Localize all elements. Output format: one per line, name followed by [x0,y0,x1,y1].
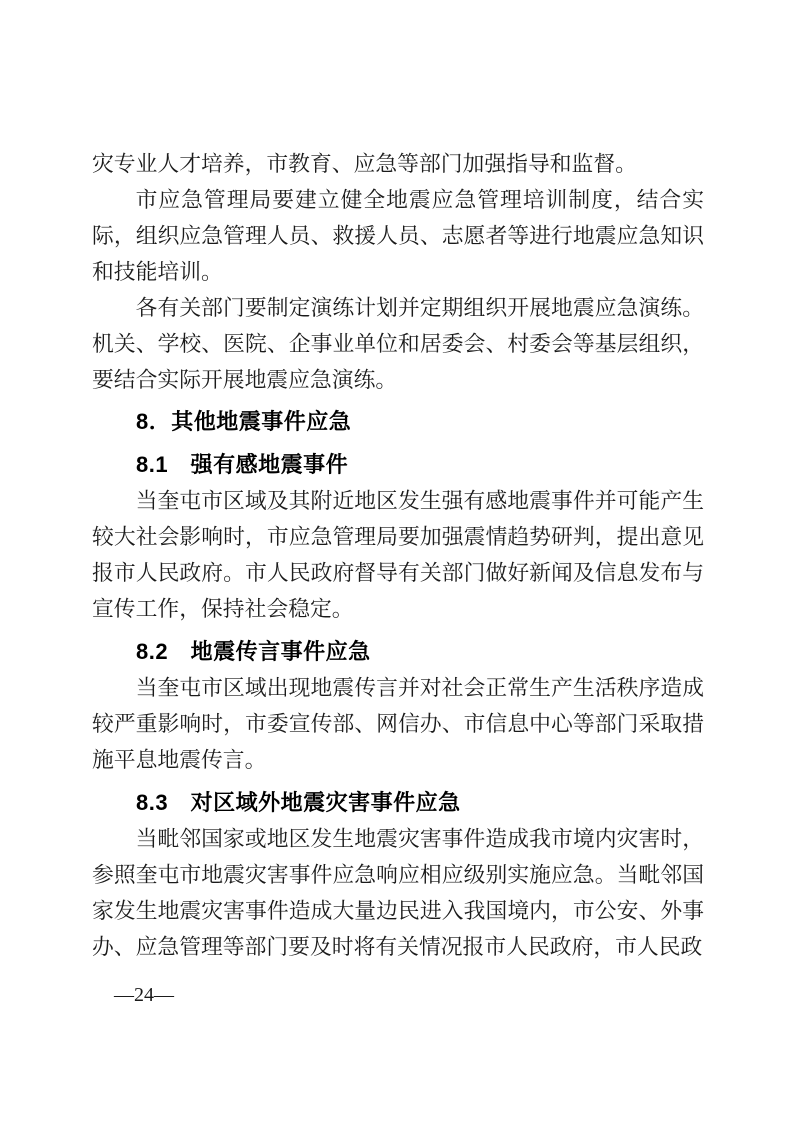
section-heading-8-3-out-of-region-disaster: 8.3 对区域外地震灾害事件应急 [136,790,461,815]
document-body [92,146,704,965]
body-paragraph-continuation: 灾专业人才培养，市教育、应急等部门加强指导和监督。 [92,152,637,176]
page-number: —24— [114,984,174,1006]
body-paragraph-out-of-region-response: 当毗邻国家或地区发生地震灾害事件造成我市境内灾害时，参照奎屯市地震灾害事件应急响应相应级别实施应急。当毗邻国家发生地震灾害事件造成大量边民进入我国境内，市公安、外事办、应急管理等部门要及时将有关情况报市人民政府，市人民政 [92,827,704,959]
body-paragraph-rumor-response: 当奎屯市区域出现地震传言并对社会正常生产生活秩序造成较严重影响时，市委宣传部、网信办、市信息中心等部门采取措施平息地震传言。 [92,676,704,772]
section-heading-8-1-strongly-felt-earthquake: 8.1 强有感地震事件 [136,452,349,477]
section-heading-8-2-earthquake-rumor: 8.2 地震传言事件应急 [136,639,371,664]
body-paragraph-training-system: 市应急管理局要建立健全地震应急管理培训制度，结合实际，组织应急管理人员、救援人员、志愿者等进行地震应急知识和技能培训。 [92,188,704,284]
body-paragraph-drill-plan: 各有关部门要制定演练计划并定期组织开展地震应急演练。机关、学校、医院、企事业单位和居委会、村委会等基层组织，要结合实际开展地震应急演练。 [92,296,704,392]
section-heading-8-other-earthquake-events: 8．其他地震事件应急 [136,409,352,434]
body-paragraph-strongly-felt-response: 当奎屯市区域及其附近地区发生强有感地震事件并可能产生较大社会影响时，市应急管理局要加强震情趋势研判，提出意见报市人民政府。市人民政府督导有关部门做好新闻及信息发布与宣传工作，保持社会稳定。 [92,489,704,621]
